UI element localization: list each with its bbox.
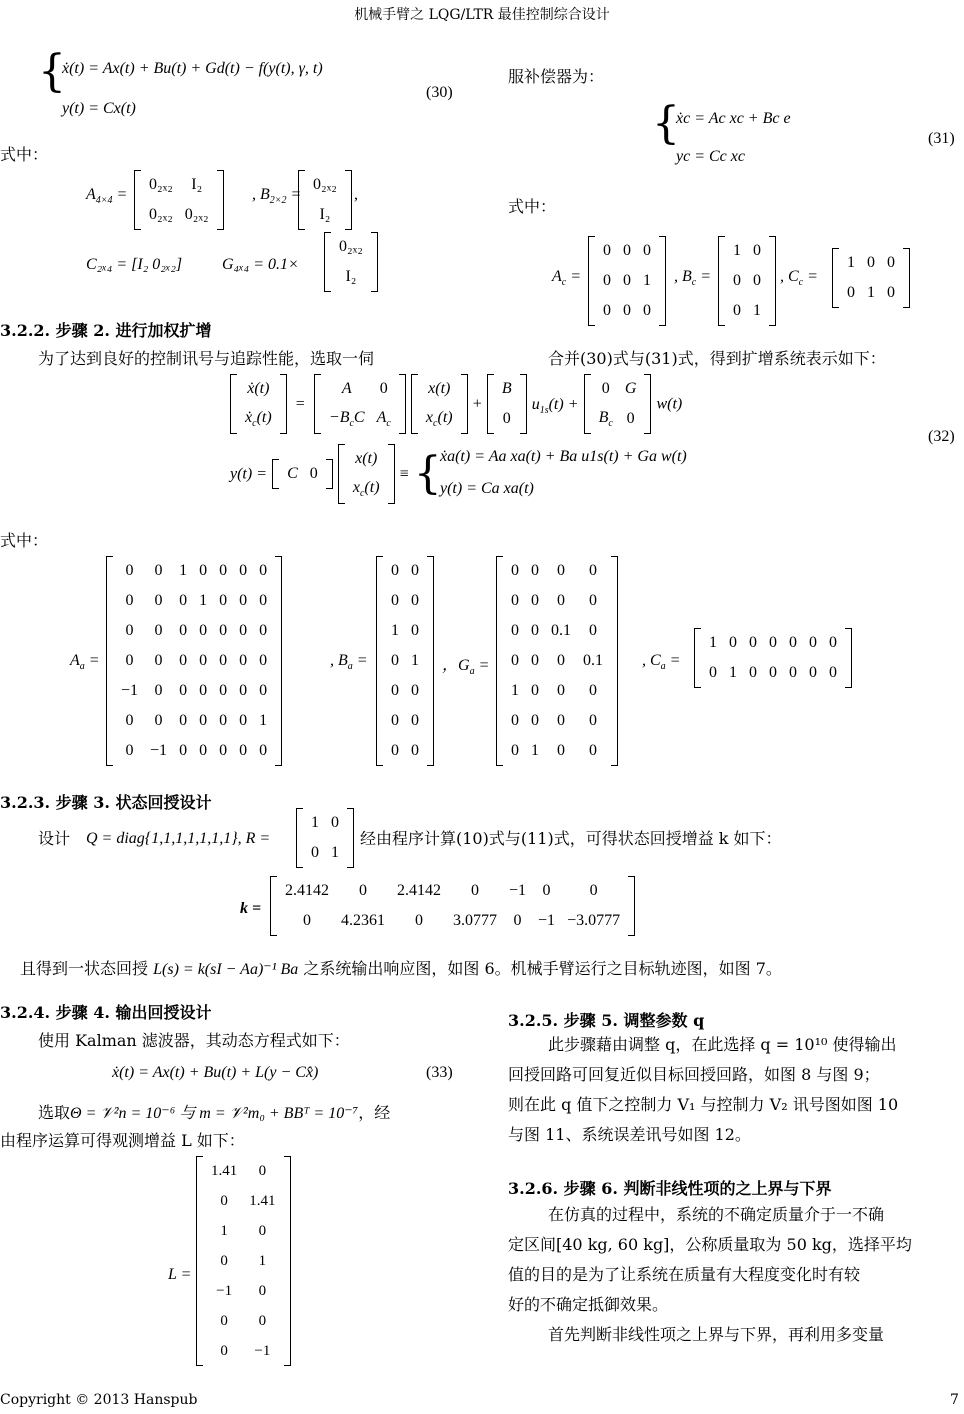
matrix-cell: 0 [303,912,311,929]
matrix-cell: I₂ [319,206,331,223]
matrix-cell: 0 [557,742,565,759]
matrix-cell: −1 [150,742,168,759]
matrix-cell: 0 [259,622,268,639]
matrix-cell: 0 [829,634,837,651]
matrix-cell: 0 [643,302,651,319]
matrix-cell: 0 [589,682,597,699]
ac-label: $A_c$ = [552,268,582,289]
matrix-cell: 0 [411,742,419,759]
matrix-cell: 0 [513,912,522,929]
matrix-cell: 0 [589,562,597,579]
footer-page-number: 7 [950,1392,959,1408]
matrix-cell: 0 [411,712,419,729]
matrix-cell: I₂ [345,268,357,285]
matrix-row [385,706,425,736]
matrix-cell: 0 [239,622,248,639]
shizhong-label-3: 式中： [0,531,49,550]
matrix-cell: 0₂ₓ₂ [149,206,173,223]
ca-label: , $C_a$ = [642,652,681,673]
section-3-2-3-title: 3.2.3. 步骤 3. 状态回授设计 [0,793,212,812]
matrix-cell: 0 [125,742,134,759]
matrix-cell: 0 [219,742,228,759]
matrix-cell: 0 [511,622,519,639]
matrix-cell: 0 [239,712,248,729]
matrix-cell: 0 [259,592,268,609]
ba-matrix [376,556,434,766]
eq30-number: (30) [426,84,453,101]
sec326-line: 值的目的是为了让系统在质量有大程度变化时有较 [508,1265,861,1284]
matrix-row [115,706,273,736]
l-matrix [196,1156,291,1366]
sec326-line: 定区间[40 kg, 60 kg]，公称质量取为 50 kg，选择平均 [508,1235,912,1254]
matrix-row [205,1246,282,1276]
sec324-p2b: ，经 [358,1103,391,1122]
c24-expression: C₂ₓ₄ = [I₂ 0₂ₓ₂] [86,256,183,273]
sec322-right-text: 合并(30)式与(31)式，得到扩增系统表示如下： [548,349,886,368]
matrix-cell: 0₂ₓ₂ [149,176,173,193]
matrix-cell: 0 [531,562,539,579]
eq30-line1: ẋ(t) = Ax(t) + Bu(t) + Gd(t) − f(y(t), γ, t) [62,60,323,77]
eq33-number: (33) [426,1064,453,1081]
matrix-row [385,676,425,706]
matrix-cell: 0 [557,712,565,729]
matrix-row [205,1306,282,1336]
matrix-cell: 0 [709,664,717,681]
matrix-cell: 0 [220,1252,228,1269]
matrix-cell: 0 [359,882,367,899]
eq31-line2: yc = Cc xc [676,148,745,165]
matrix-cell: 0 [154,562,163,579]
matrix-cell: 0 [411,682,419,699]
matrix-row [505,616,609,646]
sec324-p3: 由程序运算可得观测增益 L 如下： [0,1131,245,1150]
matrix-cell: 0 [753,242,761,259]
matrix-cell: 0 [411,622,419,639]
matrix-cell: 0 [239,592,248,609]
matrix-cell: 0 [125,652,134,669]
matrix-cell: 0 [199,712,208,729]
matrix-cell: 0 [511,592,519,609]
matrix-cell: 0 [589,742,597,759]
matrix-row [505,736,609,766]
matrix-row [597,236,657,266]
matrix-row [115,676,273,706]
matrix-cell: 0 [125,562,134,579]
matrix-row [727,266,767,296]
sec325-line: 与图 11、系统误差讯号如图 12。 [508,1125,751,1144]
matrix-cell: 1 [391,622,399,639]
matrix-cell: 1 [511,682,519,699]
eq32-number: (32) [928,428,955,445]
sec324-p2-math: Θ = 𝒱²n = 10⁻⁶ 与 m = 𝒱²m₀ + BBᵀ = 10⁻⁷ [70,1105,359,1122]
matrix-row [703,658,843,688]
matrix-row [115,556,273,586]
matrix-row [307,170,343,200]
matrix-cell: 0 [511,652,519,669]
k-matrix [270,876,635,936]
matrix-cell: 0 [220,1342,228,1359]
g44-matrix [324,232,378,292]
matrix-cell: 0 [258,1162,267,1179]
matrix-row [385,586,425,616]
matrix-row [115,646,273,676]
sec324-p2a: 选取 [38,1103,71,1122]
matrix-row [727,296,767,326]
matrix-cell: 0 [557,562,565,579]
matrix-cell: 0 [847,284,855,301]
matrix-row [205,1216,282,1246]
matrix-cell: 1 [259,712,268,729]
b22-comma: , [354,186,358,203]
matrix-cell: 0 [557,592,565,609]
matrix-cell: 1 [311,814,319,831]
matrix-cell: −1 [538,912,556,929]
matrix-row [307,200,343,230]
matrix-cell: 0 [259,652,268,669]
matrix-cell: −3.0777 [567,912,621,929]
matrix-cell: 0 [239,742,248,759]
matrix-cell: 2.4142 [397,882,441,899]
r-matrix [296,808,354,868]
matrix-cell: 0 [179,742,188,759]
matrix-cell: 0 [753,272,761,289]
matrix-cell: 0₂ₓ₂ [313,176,337,193]
matrix-cell: −1 [121,682,139,699]
matrix-cell: 0 [179,712,188,729]
matrix-row [841,278,901,308]
q-expression: Q = diag{1,1,1,1,1,1,1}, R = [86,830,271,847]
section-3-2-5-title: 3.2.5. 步骤 5. 调整参数 q [508,1011,705,1030]
matrix-cell: 0 [199,652,208,669]
matrix-cell: 0 [259,742,268,759]
matrix-cell: −1 [254,1342,271,1359]
matrix-cell: 0 [391,562,399,579]
matrix-cell: 0 [199,682,208,699]
bc-matrix [718,236,776,326]
matrix-cell: 0 [557,682,565,699]
sec326-line: 首先判断非线性项之上界与下界，再利用多变量 [548,1325,885,1344]
matrix-cell: 0 [769,634,777,651]
matrix-cell: 0 [311,844,319,861]
matrix-cell: 1 [847,254,855,271]
matrix-cell: 0 [411,592,419,609]
matrix-cell: 0 [623,242,631,259]
matrix-row [727,236,767,266]
section-3-2-4-title: 3.2.4. 步骤 4. 输出回授设计 [0,1003,212,1022]
matrix-cell: 0 [603,242,611,259]
sec322-left-text: 为了达到良好的控制讯号与追踪性能，选取一伺 [38,349,375,368]
ga-matrix [496,556,618,766]
matrix-row [841,248,901,278]
matrix-cell: 0 [511,742,519,759]
matrix-cell: 0 [219,712,228,729]
matrix-cell: 0 [589,712,597,729]
matrix-cell: 0 [603,272,611,289]
matrix-cell: 0 [867,254,875,271]
loop-text-a: 且得到一状态回授 [20,959,149,978]
sec325-line: 此步骤藉由调整 q，在此选择 q = 10¹⁰ 使得输出 [548,1035,897,1054]
matrix-cell: 0 [331,814,339,831]
loop-sentence [20,954,782,985]
shizhong-label-2: 式中： [508,197,557,216]
matrix-row [205,1336,282,1366]
b22-matrix [298,170,352,230]
footer-copyright: Copyright © 2013 Hanspub [0,1392,198,1408]
aa-label: $A_a$ = [70,652,100,673]
matrix-row [205,1276,282,1306]
matrix-cell: 3.0777 [453,912,497,929]
matrix-cell: 0 [259,562,268,579]
matrix-cell: 1 [331,844,339,861]
eq30-brace: { [38,46,66,97]
matrix-row [597,266,657,296]
matrix-cell: 0 [557,652,565,669]
matrix-cell: 0 [589,592,597,609]
matrix-cell: 0 [179,682,188,699]
matrix-cell: 0 [733,272,741,289]
matrix-cell: 0 [531,652,539,669]
sec326-line: 在仿真的过程中，系统的不确定质量介于一不确 [548,1205,885,1224]
matrix-row [205,1186,282,1216]
matrix-cell: 1 [733,242,741,259]
matrix-row [385,736,425,766]
matrix-cell: 0 [239,682,248,699]
matrix-row [143,170,215,200]
matrix-cell: 0 [199,562,208,579]
matrix-cell: 1 [643,272,651,289]
eq32-block-1: ẋ(t) ẋ$_c$(t) = A 0 $-B_cC$ $A_c$ x(t) $x_c(t)$ + B 0 $u_{1s}(t)$ + 0 G $B_c$ 0 w(t) [230,374,682,434]
matrix-cell: 0 [887,284,895,301]
matrix-cell: 0 [179,592,188,609]
matrix-row [703,628,843,658]
matrix-cell: 0 [769,664,777,681]
matrix-cell: 0 [603,302,611,319]
matrix-cell: 1.41 [249,1192,276,1209]
matrix-row [115,616,273,646]
section-3-2-6-title: 3.2.6. 步骤 6. 判断非线性项的之上界与下界 [508,1179,832,1198]
l-label: L = [168,1266,192,1283]
matrix-cell: 0 [542,882,551,899]
matrix-cell: 0 [531,622,539,639]
matrix-cell: 2.4142 [285,882,329,899]
matrix-cell: 0₂ₓ₂ [184,206,209,223]
matrix-row [115,736,273,766]
matrix-row [505,646,609,676]
ac-matrix [588,236,666,326]
matrix-cell: 0 [589,622,597,639]
matrix-row [597,296,657,326]
eq31-brace: { [652,98,680,149]
ca-matrix [694,628,852,688]
matrix-cell: 0.1 [551,622,571,639]
matrix-cell: 0 [219,622,228,639]
matrix-cell: 1 [867,284,875,301]
matrix-row [385,616,425,646]
a44-matrix [134,170,224,230]
matrix-row [305,808,345,838]
matrix-cell: 0 [411,562,419,579]
sec325-body [508,1030,964,1150]
matrix-cell: 1 [753,302,761,319]
eq32-right-line2: y(t) = Ca xa(t) [440,480,534,497]
matrix-cell: 0 [219,652,228,669]
cc-matrix [832,248,910,308]
matrix-cell: 0 [391,712,399,729]
matrix-cell: 0 [589,882,598,899]
eq30-line2: y(t) = Cx(t) [62,100,136,117]
matrix-cell: 0 [179,622,188,639]
matrix-cell: 0 [154,712,163,729]
matrix-cell: I₂ [191,176,203,193]
matrix-cell: 0 [531,682,539,699]
matrix-cell: 0 [154,622,163,639]
matrix-cell: 0 [219,592,228,609]
matrix-cell: 0 [809,664,817,681]
matrix-row [505,586,609,616]
matrix-cell: 0 [829,664,837,681]
matrix-cell: 0 [511,712,519,729]
matrix-cell: 0 [239,652,248,669]
matrix-cell: 0 [531,592,539,609]
matrix-cell: 0 [415,912,423,929]
k-label: k = [240,900,262,917]
loop-formula: L(s) = k(sI − Aa)⁻¹ Ba [153,961,299,978]
matrix-cell: 0 [259,682,268,699]
matrix-cell: 0 [749,664,757,681]
ba-label: , $B_a$ = [330,652,368,673]
matrix-row [385,556,425,586]
sec326-line: 好的不确定抵御效果。 [508,1295,669,1314]
b22-label: , $B_{2\times 2}$ = [252,186,302,207]
sec326-body [508,1200,964,1350]
matrix-cell: 0 [733,302,741,319]
matrix-cell: 0 [391,682,399,699]
design-prefix: 设计 [38,829,71,848]
matrix-row [505,706,609,736]
compensator-intro: 服补偿器为： [508,67,605,86]
matrix-cell: 0 [729,634,737,651]
matrix-cell: 1 [199,592,208,609]
sec324-p1: 使用 Kalman 滤波器，其动态方程式如下： [38,1031,350,1050]
matrix-row [279,906,626,936]
matrix-cell: −1 [509,882,527,899]
eq32-right-line1: ẋa(t) = Aa xa(t) + Ba u1s(t) + Ga w(t) [440,448,687,465]
matrix-cell: 1.41 [211,1162,238,1179]
matrix-cell: 1 [411,652,419,669]
matrix-cell: 0 [749,634,757,651]
matrix-cell: 0 [125,592,134,609]
matrix-cell: 0 [391,742,399,759]
eq32-block-2: y(t) = C 0 x(t) $x_c(t)$ ≡ { [230,444,442,504]
matrix-cell: 0 [643,242,651,259]
matrix-cell: 1 [709,634,717,651]
matrix-cell: 0.1 [583,652,603,669]
matrix-cell: 0 [219,682,228,699]
matrix-cell: 0 [199,622,208,639]
matrix-cell: −1 [216,1282,233,1299]
matrix-cell: 1 [729,664,737,681]
matrix-row [385,646,425,676]
matrix-cell: 0 [154,592,163,609]
matrix-row [305,838,345,868]
matrix-cell: 0₂ₓ₂ [339,238,363,255]
matrix-cell: 4.2361 [341,912,385,929]
section-3-2-2-title: 3.2.2. 步骤 2. 进行加权扩增 [0,321,212,340]
matrix-cell: 0 [258,1222,267,1239]
a44-label: $A_{4\times 4}$ = [86,186,128,207]
ga-label: ，$G_a$ = [442,657,490,678]
page-header: 机械手臂之 LQG/LTR 最佳控制综合设计 [354,7,610,23]
matrix-cell: 1 [258,1252,267,1269]
matrix-cell: 0 [220,1312,228,1329]
g44-label: G₄ₓ₄ = 0.1× [222,256,299,273]
matrix-cell: 0 [179,652,188,669]
matrix-cell: 0 [154,682,163,699]
matrix-cell: 0 [154,652,163,669]
matrix-cell: 0 [623,302,631,319]
eq31-line1: ẋc = Ac xc + Bc e [676,110,791,127]
matrix-cell: 0 [623,272,631,289]
sec324-p2 [38,1098,390,1129]
matrix-row [279,876,626,906]
matrix-cell: 0 [258,1282,267,1299]
matrix-cell: 0 [258,1312,267,1329]
matrix-row [505,556,609,586]
matrix-row [205,1156,282,1186]
cc-label: , $C_c$ = [780,268,818,289]
sec325-line: 回授回路可回复近似目标回授回路，如图 8 与图 9； [508,1065,880,1084]
matrix-cell: 0 [511,562,519,579]
matrix-row [115,586,273,616]
matrix-row [333,262,369,292]
eq33: ẋ(t) = Ax(t) + Bu(t) + L(y − Cx̂) [112,1064,319,1081]
matrix-row [333,232,369,262]
shizhong-label-1: 式中： [0,145,49,164]
sec325-line: 则在此 q 值下之控制力 V₁ 与控制力 V₂ 讯号图如图 10 [508,1095,899,1114]
matrix-cell: 0 [391,652,399,669]
matrix-cell: 0 [789,664,797,681]
matrix-cell: 0 [531,712,539,729]
eq31-number: (31) [928,130,955,147]
matrix-cell: 0 [220,1192,228,1209]
matrix-cell: 0 [471,882,479,899]
matrix-cell: 0 [199,742,208,759]
matrix-cell: 0 [125,622,134,639]
bc-label: , $B_c$ = [674,268,712,289]
matrix-cell: 1 [220,1222,228,1239]
matrix-cell: 0 [219,562,228,579]
loop-text-b: 之系统输出响应图，如图 6。机械手臂运行之目标轨迹图，如图 7。 [303,959,782,978]
matrix-cell: 0 [391,592,399,609]
matrix-cell: 0 [789,634,797,651]
aa-matrix [106,556,282,766]
matrix-cell: 1 [179,562,188,579]
matrix-cell: 1 [531,742,539,759]
after-r-text: 经由程序计算(10)式与(11)式，可得状态回授增益 k 如下： [360,829,782,848]
matrix-row [505,676,609,706]
matrix-row [143,200,215,230]
matrix-cell: 0 [887,254,895,271]
matrix-cell: 0 [809,634,817,651]
matrix-cell: 0 [125,712,134,729]
matrix-cell: 0 [239,562,248,579]
